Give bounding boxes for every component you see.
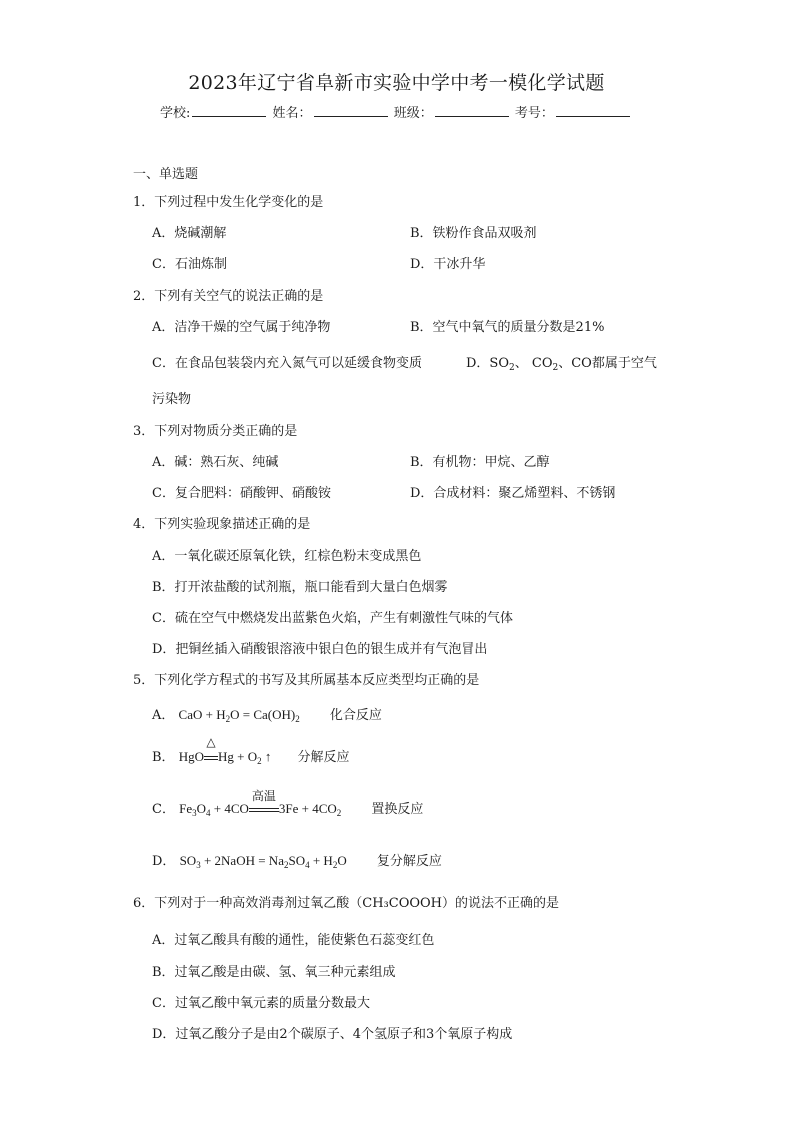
question-2-stem: 2．下列有关空气的说法正确的是: [133, 289, 324, 304]
question-6-option-d: D．过氧乙酸分子是由2个碳原子、4个氢原子和3个氧原子构成: [152, 1027, 513, 1042]
question-3-option-b: B．有机物：甲烷、乙醇: [410, 455, 550, 470]
class-label: 班级：: [393, 106, 433, 121]
equation-c: $Fe_3O_4 + 4CO$ 高温 $3Fe + 4CO_2$: [179, 789, 342, 818]
exam-number-blank: [556, 102, 630, 117]
question-2-option-d: D．$SO_2$、 $CO_2$、CO都属于空气: [466, 356, 657, 373]
question-3-option-c: C．复合肥料：硝酸钾、硝酸铵: [152, 486, 331, 501]
question-4-option-b: B．打开浓盐酸的试剂瓶，瓶口能看到大量白色烟雾: [152, 580, 448, 595]
question-1-stem: 1．下列过程中发生化学变化的是: [133, 195, 324, 210]
question-1-option-b: B．铁粉作食品双吸剂: [410, 226, 537, 241]
equation-b: HgO △ $Hg + O_2$ ↑: [178, 735, 272, 766]
question-4-option-a: A．一氧化碳还原氧化铁，红棕色粉末变成黑色: [152, 549, 422, 564]
question-5-option-c: C． $Fe_3O_4 + 4CO$ 高温 $3Fe + 4CO_2$ 置换反应: [152, 789, 424, 818]
school-blank: [192, 102, 266, 117]
question-3-option-a: A．碱：熟石灰、纯碱: [152, 455, 279, 470]
name-label: 姓名：: [272, 106, 312, 121]
class-blank: [435, 102, 509, 117]
question-4-option-c: C．硫在空气中燃烧发出蓝紫色火焰，产生有刺激性气味的气体: [152, 611, 513, 626]
question-3-option-d: D．合成材料：聚乙烯塑料、不锈钢: [410, 486, 616, 501]
question-5-option-d: D． $SO_3$ + 2NaOH = $Na_2SO_4 + H_2O$ 复分解反应: [152, 853, 442, 870]
question-6-option-a: A．过氧乙酸具有酸的通性，能使紫色石蕊变红色: [152, 933, 435, 948]
question-3-stem: 3．下列对物质分类正确的是: [133, 424, 298, 439]
question-2-option-d-continued: 污染物: [152, 392, 192, 407]
section-heading: 一、单选题: [133, 167, 199, 182]
question-6-option-c: C．过氧乙酸中氧元素的质量分数最大: [152, 996, 370, 1011]
question-2-option-c: C．在食品包装袋内充入氮气可以延缓食物变质: [152, 356, 422, 371]
question-6-stem: 6．下列对于一种高效消毒剂过氧乙酸（CH₃COOOH）的说法不正确的是: [133, 896, 560, 911]
question-1-option-a: A．烧碱潮解: [152, 226, 227, 241]
question-4-stem: 4．下列实验现象描述正确的是: [133, 517, 311, 532]
question-5-stem: 5．下列化学方程式的书写及其所属基本反应类型均正确的是: [133, 673, 480, 688]
equation-d: $SO_3$ + 2NaOH = $Na_2SO_4 + H_2O$: [179, 853, 347, 870]
name-blank: [314, 102, 388, 117]
question-2-option-a: A．洁净干燥的空气属于纯净物: [152, 320, 331, 335]
question-1-option-d: D．干冰升华: [410, 257, 486, 272]
question-4-option-d: D．把铜丝插入硝酸银溶液中银白色的银生成并有气泡冒出: [152, 642, 488, 657]
question-6-option-b: B．过氧乙酸是由碳、氢、氧三种元素组成: [152, 965, 396, 980]
question-5-option-b: B． HgO △ $Hg + O_2$ ↑ 分解反应: [152, 735, 350, 766]
exam-number-label: 考号：: [514, 106, 554, 121]
heat-condition: △: [206, 735, 216, 749]
question-5-option-a: A． CaO + $H_2O = Ca(OH)_2$ 化合反应: [152, 707, 382, 724]
school-label: 学校:: [160, 106, 191, 121]
exam-title: 2023年辽宁省阜新市实验中学中考一模化学试题: [188, 72, 605, 94]
student-info-line: [160, 102, 632, 121]
question-2-option-b: B．空气中氧气的质量分数是21%: [410, 320, 605, 335]
high-temp-condition: 高温: [251, 789, 276, 803]
question-1-option-c: C．石油炼制: [152, 257, 227, 272]
equation-a: CaO + $H_2O = Ca(OH)_2$: [178, 707, 300, 724]
